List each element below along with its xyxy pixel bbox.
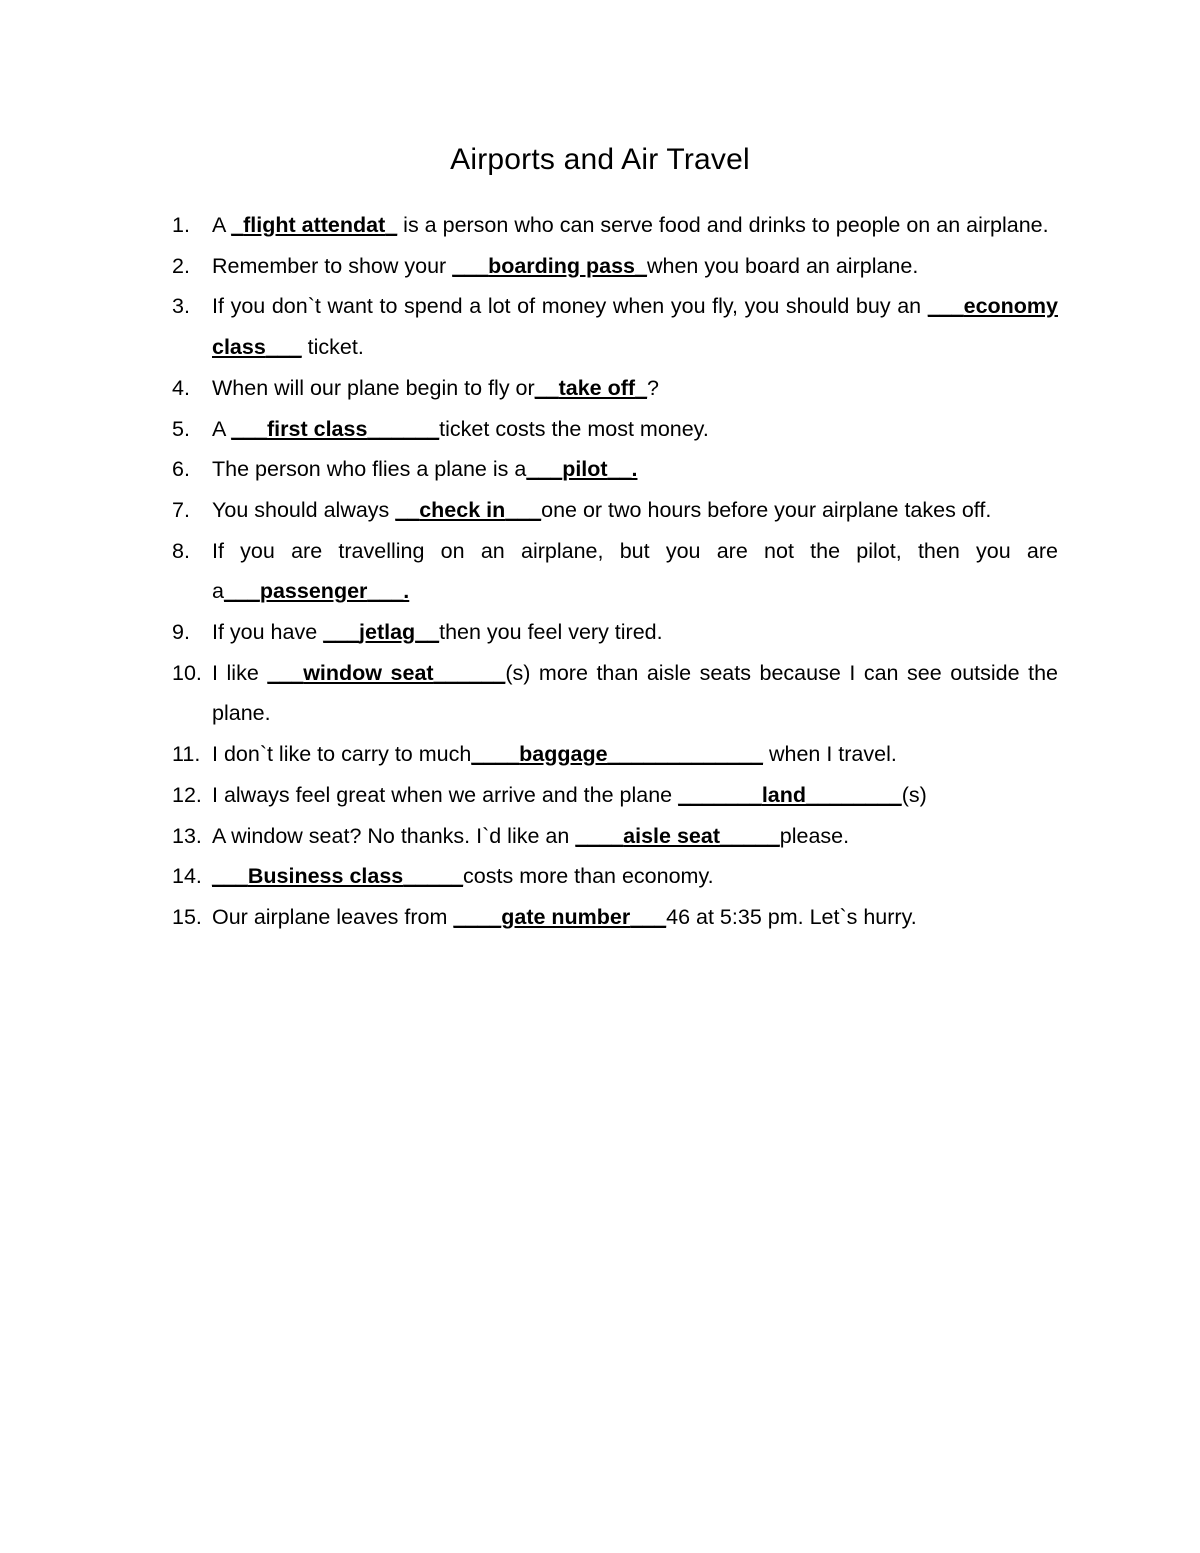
answer-blank-trail: __.: [607, 457, 638, 482]
question-text-before: If you have: [212, 620, 324, 645]
answer-blank-trail: ___: [630, 904, 667, 929]
question-item: [172, 612, 1058, 653]
question-text-before: I don`t like to carry to much: [212, 742, 472, 767]
page-title: Airports and Air Travel: [450, 143, 750, 176]
question-item: [172, 246, 1058, 287]
question-item: [172, 286, 1058, 367]
question-text-before: Remember to show your: [212, 253, 453, 278]
question-item: [172, 409, 1058, 450]
answer-blank-lead: ___: [452, 253, 489, 278]
question-item: [172, 205, 1058, 246]
question-item: [172, 653, 1058, 734]
question-text-before: A: [212, 213, 232, 237]
question-text-after: then you feel very tired.: [439, 620, 663, 645]
answer-blank-trail: ___: [505, 497, 542, 522]
answer-blank-lead: ___: [231, 416, 268, 441]
question-text-before: If you are travelling on an airplane, but you are not the pilot, then you are a: [212, 538, 1058, 604]
answer-text: baggage: [519, 742, 608, 767]
question-number: 13.: [172, 823, 202, 848]
question-text-before: A: [212, 416, 232, 441]
question-list: [172, 205, 1058, 938]
answer-blank-trail: _: [385, 213, 398, 237]
question-text-after: when I travel.: [763, 742, 897, 767]
question-text-before: Our airplane leaves from: [212, 904, 454, 929]
question-item: [172, 734, 1058, 775]
question-number: 15.: [172, 904, 202, 929]
question-number: 7.: [172, 497, 190, 522]
question-number: 9.: [172, 620, 190, 645]
answer-text: flight attendat: [243, 213, 386, 237]
answer-blank-lead: ___: [223, 579, 260, 604]
answer-blank-lead: _: [231, 213, 244, 237]
question-text-before: When will our plane begin to fly or: [212, 375, 535, 400]
question-item: [172, 856, 1058, 897]
question-item: [172, 449, 1058, 490]
answer-text: economy class: [212, 294, 1058, 360]
question-text-after: one or two hours before your airplane takes off.: [541, 497, 992, 522]
question-text-before: A window seat? No thanks. I`d like an: [212, 823, 576, 848]
answer-text: gate number: [501, 904, 631, 929]
answer-blank-lead: ___: [526, 457, 563, 482]
answer-text: check in: [419, 497, 506, 522]
answer-text: window seat: [303, 660, 434, 685]
answer-text: jetlag: [359, 620, 416, 645]
question-text-after: (s) more than aisle seats because I can see outside the plane.: [212, 660, 1058, 726]
question-number: 14.: [172, 864, 202, 889]
answer-blank-lead: ____: [471, 742, 520, 767]
question-text-after: when you board an airplane.: [646, 253, 919, 278]
question-number: 5.: [172, 416, 190, 441]
answer-blank-lead: _______: [678, 782, 762, 807]
question-item: [172, 897, 1058, 938]
question-item: [172, 816, 1058, 857]
answer-text: land: [761, 782, 807, 807]
question-number: 1.: [172, 213, 190, 237]
question-item: [172, 775, 1058, 816]
question-text-after: is a person who can serve food and drinks to people on an airplane.: [397, 213, 1049, 237]
answer-blank-trail: _____: [719, 823, 780, 848]
question-text-before: I like: [212, 660, 268, 685]
question-text-before: I always feel great when we arrive and the plane: [212, 782, 679, 807]
question-text-after: ?: [647, 375, 659, 400]
question-number: 2.: [172, 253, 190, 278]
question-item: [172, 531, 1058, 612]
answer-blank-lead: __: [395, 497, 420, 522]
answer-text: boarding pass: [488, 253, 636, 278]
answer-blank-lead: ___: [267, 660, 304, 685]
answer-blank-trail: ______: [367, 416, 440, 441]
answer-text: take off: [558, 375, 636, 400]
answer-blank-trail: _: [635, 375, 648, 400]
question-number: 3.: [172, 294, 190, 319]
answer-blank-trail: ___.: [367, 579, 410, 604]
answer-text: Business class: [247, 864, 404, 889]
answer-blank-trail: _____________: [607, 742, 763, 767]
question-item: [172, 368, 1058, 409]
question-text-before: The person who flies a plane is a: [212, 457, 527, 482]
answer-blank-lead: __: [534, 375, 559, 400]
answer-blank-trail: ________: [806, 782, 902, 807]
question-number: 10.: [172, 660, 202, 685]
answer-blank-trail: _____: [403, 864, 464, 889]
answer-text: first class: [267, 416, 368, 441]
question-text-after: 46 at 5:35 pm. Let`s hurry.: [666, 904, 917, 929]
question-number: 11.: [172, 742, 201, 767]
question-text-after: ticket.: [301, 335, 364, 360]
question-text-before: You should always: [212, 497, 396, 522]
answer-blank-lead: ___: [927, 294, 964, 319]
answer-blank-lead: ____: [453, 904, 502, 929]
answer-blank-trail: ______: [433, 660, 506, 685]
answer-blank-lead: ____: [575, 823, 624, 848]
question-text-after: costs more than economy.: [463, 864, 714, 889]
question-number: 8.: [172, 538, 190, 563]
question-number: 12.: [172, 782, 202, 807]
question-number: 4.: [172, 375, 190, 400]
answer-text: passenger: [259, 579, 368, 604]
question-item: [172, 490, 1058, 531]
answer-blank-trail: ___: [265, 335, 302, 360]
question-text-before: If you don`t want to spend a lot of money when you fly, you should buy an: [212, 294, 928, 319]
answer-blank-lead: ___: [212, 864, 248, 889]
question-text-after: ticket costs the most money.: [439, 416, 709, 441]
answer-text: pilot: [562, 457, 608, 482]
question-text-after: please.: [779, 823, 850, 848]
answer-blank-trail: __: [415, 620, 440, 645]
question-number: 6.: [172, 457, 190, 482]
answer-text: aisle seat: [623, 823, 720, 848]
answer-blank-lead: ___: [323, 620, 360, 645]
answer-blank-trail: _: [635, 253, 647, 278]
question-text-after: (s): [901, 782, 927, 807]
